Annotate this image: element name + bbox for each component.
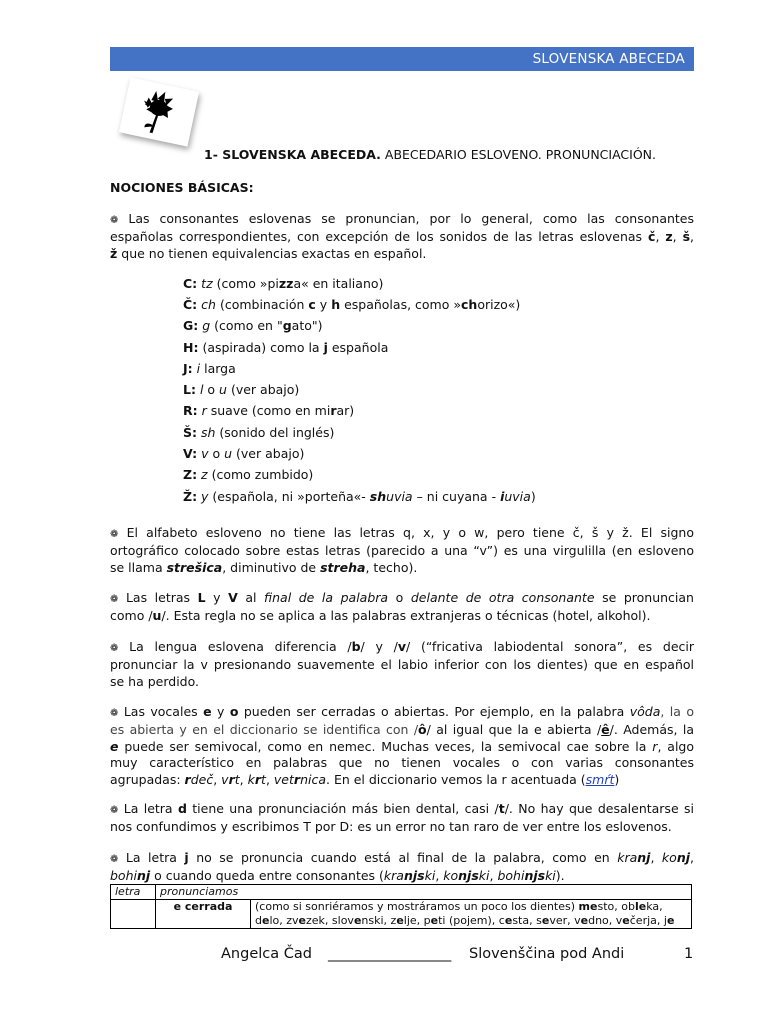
footer-author: Angelca Čad — [221, 946, 312, 962]
nociones-heading: NOCIONES BÁSICAS: — [110, 180, 254, 195]
flower-icon — [119, 77, 199, 146]
list-item: R: r suave (como en mirar) — [183, 403, 355, 418]
footer-line: _________________ — [328, 946, 452, 962]
table-header-letra: letra — [111, 885, 156, 900]
paragraph-j: ❁ La letra j no se pronuncia cuando está al final de la palabra, como en kranj, konj, bohinj o cuando queda entre consonantes (kranjski, konjski, bohinjski). — [110, 850, 694, 884]
table-cell-desc: (como si sonriéramos y mostráramos un poco los dientes) mesto, obleka, delo, zvezek, slovenski, zelje, peti (pojem), cesta, sever, vedno, večerja, je — [251, 900, 692, 929]
list-item: Z: z (como zumbido) — [183, 467, 314, 482]
list-item: H: (aspirada) como la j española — [183, 340, 389, 355]
header-title: SLOVENSKA ABECEDA — [532, 51, 685, 67]
paragraph-vocales: ❁ Las vocales e y o pueden ser cerradas o abiertas. Por ejemplo, en la palabra vôda, la o es abierta y en el diccionario se identifica con /ô/ al igual que la e abierta /ê/. Además, la e puede ser semivocal, como en nemec. Muchas veces, la semivocal cae sobre la r, algo muy característico en palabras que no tienen vocales o con varias consonantes agrupadas: rdeč, vrt, krt, vetrnica. En el diccionario vemos la r acentuada (smŕt) — [110, 704, 695, 787]
list-item: V: v o u (ver abajo) — [183, 446, 305, 461]
list-item: C: tz (como »pizza« en italiano) — [183, 276, 384, 291]
table-cell-letra — [111, 900, 156, 929]
footer-course: Slovenščina pod Andi — [469, 946, 625, 962]
page-number: 1 — [684, 946, 694, 962]
list-item: Č: ch (combinación c y h españolas, como »chorizo«) — [183, 297, 521, 312]
list-item: Š: sh (sonido del inglés) — [183, 425, 335, 440]
table-header-pronunciamos: pronunciamos — [156, 885, 692, 900]
paragraph-alfabeto: ❁ El alfabeto esloveno no tiene las letras q, x, y o w, pero tiene č, š y ž. El signo ortográfico colocado sobre estas letras (parecido a una “v”) es una virgulilla (en esloveno se llama strešica, diminutivo de streha, techo). — [110, 525, 694, 575]
smrt-link[interactable]: smŕt — [585, 771, 615, 787]
logo — [119, 77, 199, 146]
paragraph-d: ❁ La letra d tiene una pronunciación más bien dental, casi /t/. No hay que desalentarse si nos confundimos y escribimos T por D: es un error no tan raro de ver entre los eslovenos. — [110, 801, 694, 835]
paragraph-l-v: ❁ Las letras L y V al final de la palabra o delante de otra consonante se pronuncian como /u/. Esta regla no se aplica a las palabras extranjeras o técnicas (hotel, alkohol). — [110, 590, 694, 624]
pronunciation-table — [110, 884, 692, 929]
paragraph-consonantes: ❁ Las consonantes eslovenas se pronuncian, por lo general, como las consonantes españolas correspondientes, con excepción de los sonidos de las letras eslovenas č, z, š, ž que no tienen equivalencias exactas en español. — [110, 211, 694, 261]
list-item: G: g (como en "gato") — [183, 318, 323, 333]
header-bar — [110, 47, 694, 71]
list-item: Ž: y (española, ni »porteña«- shuvia – ni cuyana - iuvia) — [183, 489, 536, 504]
section-title: 1- SLOVENSKA ABECEDA. ABECEDARIO ESLOVENO. PRONUNCIACIÓN. — [204, 147, 656, 162]
list-item: L: l o u (ver abajo) — [183, 382, 300, 397]
table-row — [111, 900, 692, 929]
paragraph-b-v: ❁ La lengua eslovena diferencia /b/ y /v/ (“fricativa labiodental sonora”, es decir pronunciar la v presionando suavemente el labio inferior con los dientes) que en español se ha perdido. — [110, 639, 694, 689]
table-cell-tipo: e cerrada — [156, 900, 251, 929]
list-item: J: i larga — [183, 361, 236, 376]
table-header-row — [111, 885, 692, 900]
